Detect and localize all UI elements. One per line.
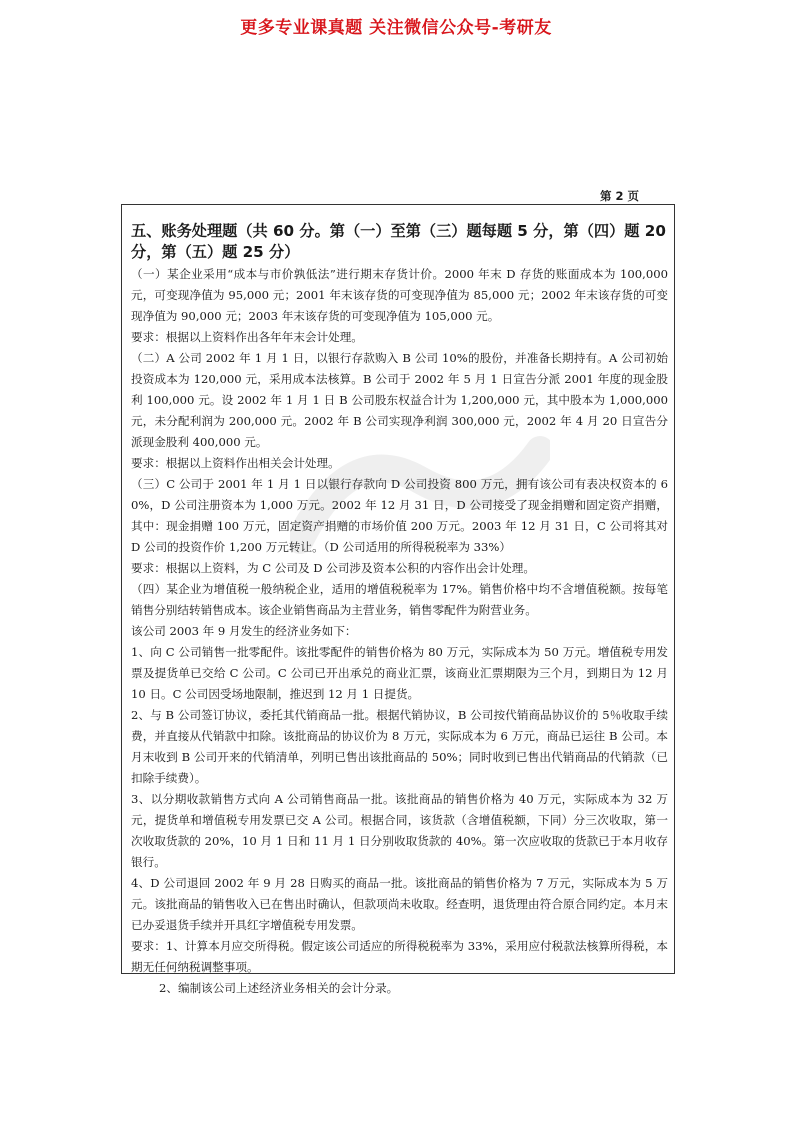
question-1-requirement: 要求：根据以上资料作出各年年末会计处理。	[131, 330, 363, 344]
question-3-requirement: 要求：根据以上资料，为 C 公司及 D 公司涉及资本公积的内容作出会计处理。	[131, 561, 535, 575]
promo-banner: 更多专业课真题 关注微信公众号-考研友	[240, 18, 552, 38]
question-2-text: （二）A 公司 2002 年 1 月 1 日，以银行存款购入 B 公司 10%的股份，并准备长期持有。A 公司初始投资成本为 120,000 元，采用成本法核算。B 公司于 2002 年 5 月 1 日宣告分派 2001 年度的现金股利 100,000 元。设 2002 年 1 月 1 日 B 公司股东权益合计为 1,200,000 元，其中股本为 1,000,000 元，未分配利润为 200,000 元。2002 年 B 公司实现净利润 300,000 元，2002 年 4 月 20 日宣告分派现金股利 400,000 元。	[131, 351, 668, 449]
question-4-requirement-2: 2、编制该公司上述经济业务相关的会计分录。	[159, 981, 399, 995]
question-4-text: （四）某企业为增值税一般纳税企业，适用的增值税税率为 17%。销售价格中均不含增值税额。按每笔销售分别结转销售成本。该企业销售商品为主营业务，销售零配件为附营业务。	[131, 582, 668, 617]
section-title: 五、账务处理题（共 60 分。第（一）至第（三）题每题 5 分，第（四）题 20 分，第（五）题 25 分）	[131, 222, 666, 261]
question-4-intro: 该公司 2003 年 9 月发生的经济业务如下：	[131, 624, 357, 638]
question-1-text: （一）某企业采用“成本与市价孰低法”进行期末存货计价。2000 年末 D 存货的账面成本为 100,000 元，可变现净值为 95,000 元；2001 年末该存货的可变现净值为 85,000 元；2002 年末该存货的可变现净值为 90,000 元；2003 年末该存货的可变现净值为 105,000 元。	[131, 267, 668, 323]
page-number: 第 2 页	[600, 189, 640, 203]
business-item-2: 2、与 B 公司签订协议，委托其代销商品一批。根据代销协议，B 公司按代销商品协议价的 5％收取手续费，并直接从代销款中扣除。该批商品的协议价为 8 万元，实际成本为 6 万元，商品已运往 B 公司。本月末收到 B 公司开来的代销清单，列明已售出该批商品的 50%；同时收到已售出代销商品的代销款（已扣除手续费）。	[131, 708, 668, 785]
business-item-4: 4、D 公司退回 2002 年 9 月 28 日购买的商品一批。该批商品的销售价格为 7 万元，实际成本为 5 万元。该批商品的销售收入已在售出时确认，但款项尚未收取。经查明，退货理由符合原合同约定。本月末已办妥退货手续并开具红字增值税专用发票。	[131, 876, 668, 932]
business-item-1: 1、向 C 公司销售一批零配件。该批零配件的销售价格为 80 万元，实际成本为 50 万元。增值税专用发票及提货单已交给 C 公司。C 公司已开出承兑的商业汇票，该商业汇票期限为三个月，到期日为 12 月 10 日。C 公司因受场地限制，推迟到 12 月 1 日提货。	[131, 645, 668, 701]
business-item-3: 3、以分期收款销售方式向 A 公司销售商品一批。该批商品的销售价格为 40 万元，实际成本为 32 万元，提货单和增值税专用发票已交 A 公司。根据合同，该货款（含增值税额，下同）分三次收取，第一次收取货款的 20%，10 月 1 日和 11 月 1 日分别收取货款的 40%。第一次应收取的货款已于本月收存银行。	[131, 792, 668, 869]
question-2-requirement: 要求：根据以上资料作出相关会计处理。	[131, 456, 340, 470]
exam-question-box	[121, 204, 675, 995]
question-3-text: （三）C 公司于 2001 年 1 月 1 日以银行存款向 D 公司投资 800 万元，拥有该公司有表决权资本的 60%，D 公司注册资本为 1,000 万元。2002 年 12 月 31 日，D 公司接受了现金捐赠和固定资产捐赠，其中：现金捐赠 100 万元，固定资产捐赠的市场价值 200 万元。2003 年 12 月 31 日，C 公司将其对 D 公司的投资作价 1,200 万元转让。（D 公司适用的所得税税率为 33%）	[131, 477, 668, 554]
question-4-requirement-1: 要求：1、计算本月应交所得税。假定该公司适应的所得税税率为 33%，采用应付税款法核算所得税，本期无任何纳税调整事项。	[131, 939, 668, 974]
